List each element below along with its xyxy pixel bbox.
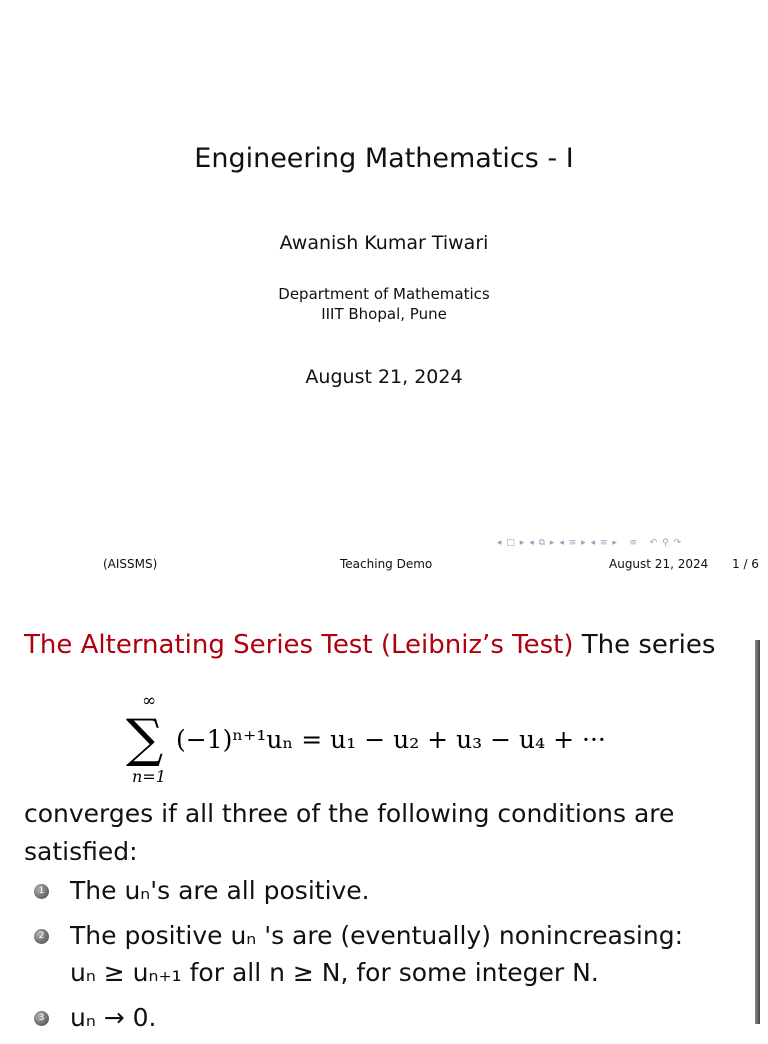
nav-part-icon[interactable]: ≡ <box>599 538 609 548</box>
nav-frame-next-icon[interactable]: ▸ <box>519 538 526 548</box>
slide-footer <box>0 557 768 573</box>
institute: IIIT Bhopal, Pune <box>321 305 447 323</box>
nav-frame-prev-icon[interactable]: ◂ <box>497 538 503 548</box>
item-text-line-1: The positive uₙ 's are (eventually) nonincreasing: <box>70 921 683 950</box>
list-item <box>34 917 683 991</box>
enumeration-badge: 1 <box>34 884 49 899</box>
nav-document-icon[interactable]: ≡ <box>621 538 646 548</box>
test-statement <box>24 630 715 660</box>
presentation-title: Engineering Mathematics - I <box>194 143 574 174</box>
series-expression: (−1)ⁿ⁺¹uₙ = u₁ − u₂ + u₃ − u₄ + ··· <box>176 725 606 754</box>
nav-subsection-icon[interactable]: ⧉ <box>538 538 547 548</box>
list-item <box>34 999 683 1036</box>
footer-institution: (AISSMS) <box>103 557 158 571</box>
beamer-navigation <box>497 538 682 548</box>
nav-frame-icon[interactable]: □ <box>506 538 516 548</box>
body-line-1: converges if all three of the following conditions are <box>24 799 675 828</box>
nav-search-icon[interactable]: ⚲ <box>662 538 670 548</box>
item-text: uₙ → 0. <box>70 1003 157 1032</box>
footer-date: August 21, 2024 <box>609 557 709 571</box>
conditions-list <box>34 872 683 1044</box>
nav-subsection-prev-icon[interactable]: ◂ <box>529 538 535 548</box>
nav-back-icon[interactable]: ↶ <box>649 538 659 548</box>
content-slide <box>0 590 768 1032</box>
nav-forward-icon[interactable]: ↷ <box>673 538 683 548</box>
sum-upper-limit: ∞ <box>142 691 157 711</box>
summation-sign: ∑ <box>126 709 164 769</box>
item-text: The uₙ's are all positive. <box>70 876 370 905</box>
footer-title: Teaching Demo <box>340 557 433 571</box>
footer-page-number: 1 / 6 <box>732 557 759 571</box>
department: Department of Mathematics <box>278 285 490 303</box>
author-name: Awanish Kumar Tiwari <box>279 232 489 254</box>
presentation-date: August 21, 2024 <box>305 366 463 388</box>
nav-subsection-next-icon[interactable]: ▸ <box>549 538 556 548</box>
nav-part-next-icon[interactable]: ▸ <box>612 538 618 548</box>
body-line-2: satisfied: <box>24 837 138 866</box>
nav-section-icon[interactable]: ≡ <box>568 538 578 548</box>
sum-lower-limit: n=1 <box>132 767 166 786</box>
nav-section-prev-icon[interactable]: ◂ <box>559 538 565 548</box>
affiliation <box>0 284 768 324</box>
test-name: The Alternating Series Test (Leibniz’s Test) <box>24 630 574 660</box>
enumeration-badge: 3 <box>34 1011 49 1026</box>
nav-part-prev-icon[interactable]: ◂ <box>590 538 597 548</box>
nav-section-next-icon[interactable]: ▸ <box>581 538 587 548</box>
enumeration-badge: 2 <box>34 929 49 944</box>
test-intro: The series <box>573 630 716 660</box>
condition-intro <box>24 795 674 871</box>
list-item <box>34 872 683 909</box>
series-formula <box>0 688 768 788</box>
item-text-line-2: uₙ ≥ uₙ₊₁ for all n ≥ N, for some integer N. <box>70 958 599 987</box>
